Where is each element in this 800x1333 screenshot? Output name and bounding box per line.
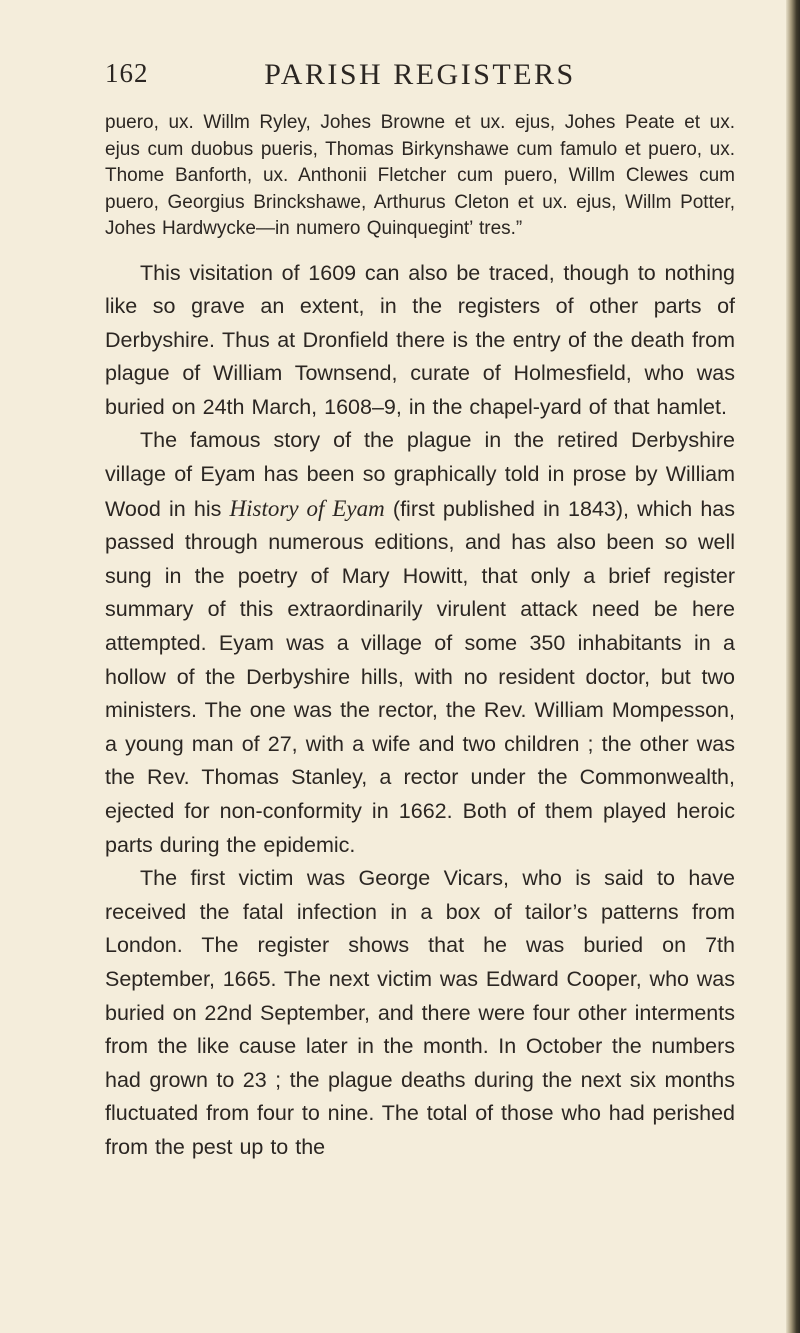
page-number: 162 [105,58,149,88]
running-title: PARISH REGISTERS [264,58,576,91]
book-title: History of Eyam [229,495,385,521]
paragraph-eyam-story [105,424,735,862]
page-header [105,58,735,98]
quoted-register-entry: puero, ux. Willm Ryley, Johes Browne et ux. ejus, Johes Peate et ux. ejus cum duobus pueris, Thomas Birkynshawe cum famulo et puero, ux. Thome Banforth, ux. Anthonii Fletcher cum puero, Willm Clewes cum puero, Georgius Brinckshawe, Arthurus Cleton et ux. ejus, Willm Potter, Johes Hardwycke—in numero Quinquegint’ tres.” [105,112,735,239]
body-text [105,110,735,1165]
page-edge [786,0,800,1333]
paragraph-text: The famous story of the plague in the retired Derbyshire village of Eyam has been so graphically told in prose by William Wood in his [105,428,735,521]
paragraph-first-victim: The first victim was George Vicars, who is said to have received the fatal infection in a box of tailor’s patterns from London. The register shows that he was buried on 7th September, 1665. The next victim was Edward Cooper, who was buried on 22nd September, and there were four other interments from the like cause later in the month. In October the numbers had grown to 23 ; the plague deaths during the next six months fluctuated from four to nine. The total of those who had perished from the pest up to the [105,866,735,1159]
paragraph-1609-visitation: This visitation of 1609 can also be traced, though to nothing like so grave an extent, in the registers of other parts of Derbyshire. Thus at Dronfield there is the entry of the death from plague of William Townsend, curate of Holmesfield, who was buried on 24th March, 1608–9, in the chapel-yard of that hamlet. [105,260,735,419]
paragraph-text: (first published in 1843), which has passed through numerous editions, and has also been so well sung in the poetry of Mary Howitt, that only a brief register summary of this extraordinarily virulent attack need be here attempted. Eyam was a village of some 350 inhabitants in a hollow of the Derbyshire hills, with no resident doctor, but two ministers. The one was the rector, the Rev. William Mompesson, a young man of 27, with a wife and two children ; the other was the Rev. Thomas Stanley, a rector under the Commonwealth, ejected for non-conformity in 1662. Both of them played heroic parts during the epidemic. [105,496,735,857]
